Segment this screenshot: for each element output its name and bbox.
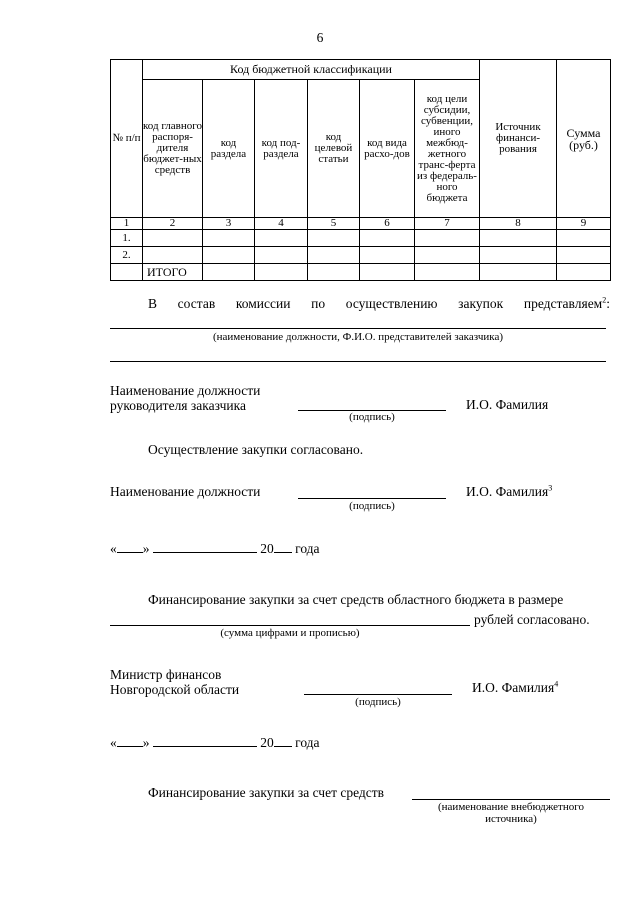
financing-regional-text: Финансирование закупки за счет средств областного бюджета в размере: [148, 592, 564, 607]
header-expense-type-code: код вида расхо-дов: [360, 80, 415, 218]
header-sum: Сумма (руб.): [557, 60, 611, 218]
position-title: Наименование должности: [110, 484, 261, 499]
financing-extra-text: Финансирование закупки за счет средств: [148, 785, 385, 800]
row-number: 1.: [111, 230, 143, 247]
date-line: « » 20 года: [110, 541, 320, 556]
financing-regional-tail: рублей согласовано.: [474, 612, 590, 627]
col-number: 6: [360, 218, 415, 230]
financing-amount-caption: (сумма цифрами и прописью): [220, 627, 360, 639]
table-row: [111, 230, 611, 247]
minister-name: И.О. Фамилия$^4$: [472, 679, 559, 695]
header-no: № п/п: [111, 60, 143, 218]
table-row: [111, 247, 611, 264]
commission-line: [110, 328, 606, 329]
col-number: 5: [308, 218, 360, 230]
header-main-manager-code: код главного распоря-дителя бюджет-ных средств: [143, 80, 203, 218]
header-section-code: код раздела: [203, 80, 255, 218]
customer-head-name: И.О. Фамилия: [466, 397, 549, 412]
signature-caption: (подпись): [355, 696, 401, 708]
budget-classification-table: [110, 59, 611, 281]
col-number: 3: [203, 218, 255, 230]
customer-head-title: Наименование должности руководителя заказчика: [110, 383, 261, 413]
commission-caption: (наименование должности, Ф.И.О. представителей заказчика): [212, 331, 503, 343]
header-target-article-code: код целевой статьи: [308, 80, 360, 218]
page-number: 6: [316, 30, 324, 45]
col-number: 1: [111, 218, 143, 230]
col-number: 8: [480, 218, 557, 230]
header-subsidy-purpose-code: код цели субсидии, субвенции, иного межбюд-жетного транс-ферта из федераль-ного бюджета: [415, 80, 480, 218]
commission-text: В состав комиссии по осуществлению закупок представляем$^2$:: [148, 295, 610, 311]
row-number: 2.: [111, 247, 143, 264]
financing-source-caption: (наименование внебюджетного источника): [438, 801, 584, 825]
position-name: И.О. Фамилия$^3$: [466, 483, 553, 499]
signature-caption: (подпись): [349, 411, 395, 423]
commission-line-2: [110, 361, 606, 362]
agreed-text: Осуществление закупки согласовано.: [148, 442, 364, 457]
header-subsection-code: код под-раздела: [255, 80, 308, 218]
signature-line: [298, 498, 446, 499]
signature-caption: (подпись): [349, 500, 395, 512]
financing-source-line: [412, 799, 610, 800]
col-number: 9: [557, 218, 611, 230]
financing-amount-line: [110, 625, 470, 626]
header-budget-classification: Код бюджетной классификации: [143, 60, 480, 80]
signature-line: [304, 694, 452, 695]
col-number: 4: [255, 218, 308, 230]
date-line: « » 20 года: [110, 735, 320, 750]
col-number: 2: [143, 218, 203, 230]
numbers-row: [111, 218, 611, 230]
total-label: ИТОГО: [143, 264, 203, 281]
col-number: 7: [415, 218, 480, 230]
header-source: Источник финанси-рования: [480, 60, 557, 218]
total-row: [111, 264, 611, 281]
minister-title: Министр финансов Новгородской области: [110, 667, 240, 697]
